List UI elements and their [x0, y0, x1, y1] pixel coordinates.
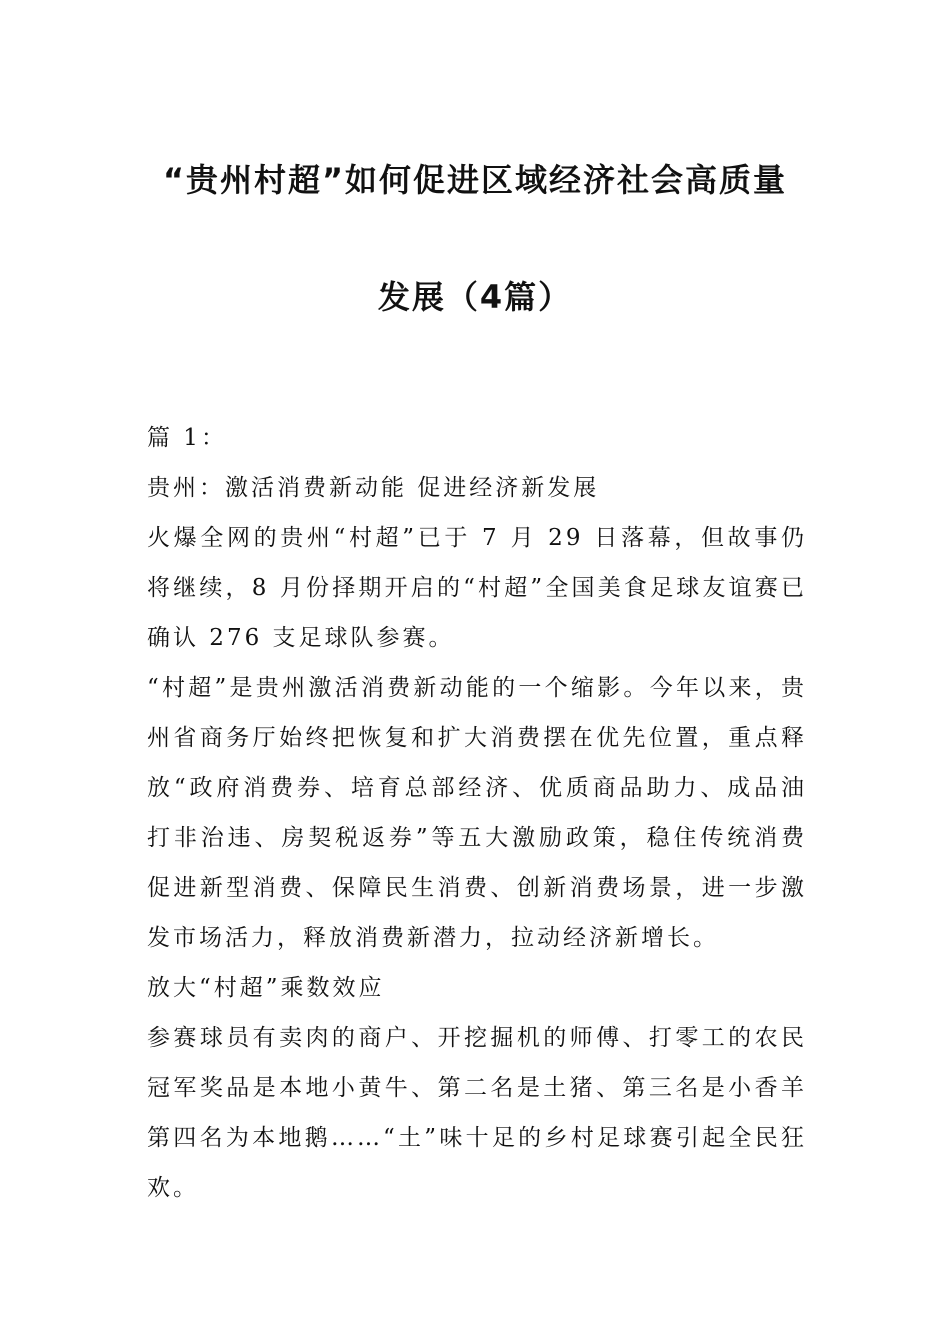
body-paragraph: 火爆全网的贵州“村超”已于 7 月 29 日落幕，但故事仍将继续，8 月份择期开启的“村超”全国美食足球友谊赛已确认 276 支足球队参赛。: [147, 525, 807, 651]
body-paragraph: 参赛球员有卖肉的商户、开挖掘机的师傅、打零工的农民冠军奖品是本地小黄牛、第二名是土猪、第三名是小香羊第四名为本地鹅……“土”味十足的乡村足球赛引起全民狂欢。: [147, 1025, 807, 1201]
article-heading: 贵州：激活消费新动能 促进经济新发展: [147, 475, 600, 501]
document-title-line-1: “贵州村超”如何促进区域经济社会高质量: [162, 161, 788, 199]
subheading: 放大“村超”乘数效应: [147, 975, 385, 1001]
document-title-line-2: 发展（4篇）: [377, 278, 573, 316]
body-paragraph: “村超”是贵州激活消费新动能的一个缩影。今年以来，贵州省商务厅始终把恢复和扩大消费摆在优先位置，重点释放“政府消费券、培育总部经济、优质商品助力、成品油打非治违、房契税返券”等五大激励政策，稳住传统消费促进新型消费、保障民生消费、创新消费场景，进一步激发市场活力，释放消费新潜力，拉动经济新增长。: [147, 675, 807, 951]
section-label: 篇 1：: [147, 425, 227, 451]
document-body: [147, 413, 807, 1213]
